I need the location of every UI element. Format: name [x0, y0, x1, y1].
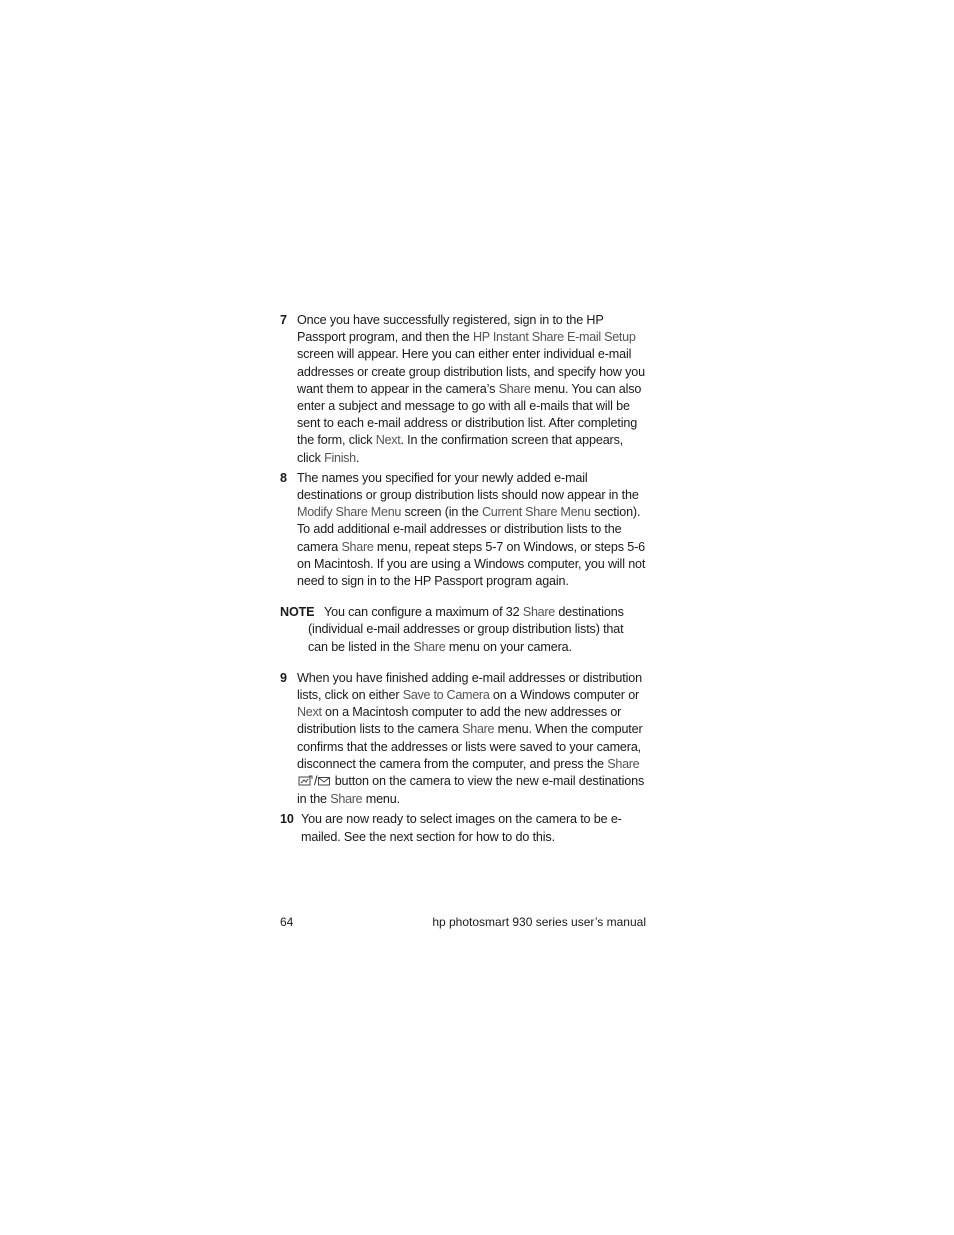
step-text: menu. You can also enter a subject and message to go with all e-mails that will be sent to each e-mail address or distribution list. After completing the form, click: [297, 381, 642, 448]
step-8: [280, 470, 646, 590]
envelope-icon: [318, 774, 330, 791]
ui-term: Share: [462, 722, 495, 737]
step-text: menu, repeat steps 5-7 on Windows, or steps 5-6 on Macintosh. If you are using a Windows computer, you will not need to sign in to the HP Passport program again.: [297, 539, 646, 589]
step-text: menu. When the computer confirms that the addresses or lists were saved to your camera, disconnect the camera from the computer, and press the: [297, 722, 643, 771]
step-number: 8: [280, 470, 287, 485]
ui-term: Save to Camera: [402, 688, 490, 703]
step-9: [280, 670, 646, 809]
step-text: on a Windows computer or: [489, 688, 640, 703]
ui-term: HP Instant Share E-mail Setup: [472, 330, 636, 345]
step-number: 10: [280, 812, 294, 827]
ui-term: Current Share Menu: [482, 505, 591, 520]
ui-term: Share: [341, 539, 374, 554]
note-text-part: menu on your camera.: [445, 639, 572, 654]
step-10: [280, 811, 646, 845]
ui-term: Modify Share Menu: [297, 505, 402, 520]
step-text: screen (in the: [401, 505, 483, 520]
page-number: 64: [280, 915, 294, 929]
ui-term: Share: [330, 792, 363, 807]
step-text: screen will appear. Here you can either enter individual e-mail addresses or create group distribution lists, and specify how you want them to appear in the camera’s: [297, 347, 645, 396]
step-number: 9: [280, 670, 287, 685]
note-block: [280, 604, 646, 656]
ui-term: Share: [498, 381, 531, 396]
ui-term: Share: [607, 756, 640, 771]
ui-term: Share: [413, 639, 446, 654]
step-text: When you have finished adding e-mail addresses or distribution lists, click on either: [297, 670, 642, 703]
share-icon: [298, 774, 313, 791]
note-label: NOTE: [280, 605, 315, 620]
step-text: menu.: [362, 792, 400, 807]
manual-title: hp photosmart 930 series user’s manual: [432, 915, 646, 929]
step-text: The names you specified for your newly added e-mail destinations or group distribution lists should now appear in the: [297, 470, 639, 503]
step-number: 7: [280, 313, 287, 327]
ui-term: Share: [522, 605, 555, 620]
step-text: .: [355, 450, 360, 465]
page-content: [280, 312, 646, 849]
step-text: on a Macintosh computer to add the new addresses or distribution lists to the camera: [297, 705, 622, 737]
step-text: . In the confirmation screen that appears, click: [297, 433, 624, 465]
step-7: [280, 312, 646, 467]
note-text: [308, 604, 646, 656]
ui-term: Finish: [324, 450, 356, 465]
note-text-part: destinations (individual e-mail addresses or group distribution lists) that can be listed in the: [308, 605, 624, 654]
step-text: Once you have successfully registered, sign in to the HP Passport program, and then the: [297, 313, 604, 345]
ui-term: Next: [297, 705, 322, 720]
ui-term: Next: [375, 433, 401, 448]
slash-separator: /: [314, 774, 318, 789]
step-text: section). To add additional e-mail addresses or distribution lists to the camera: [297, 505, 641, 554]
step-text: You are now ready to select images on the camera to be e-mailed. See the next section for how to do this.: [301, 812, 622, 844]
step-text: button on the camera to view the new e-mail destinations in the: [297, 774, 645, 807]
note-text-part: You can configure a maximum of 32: [324, 605, 523, 620]
